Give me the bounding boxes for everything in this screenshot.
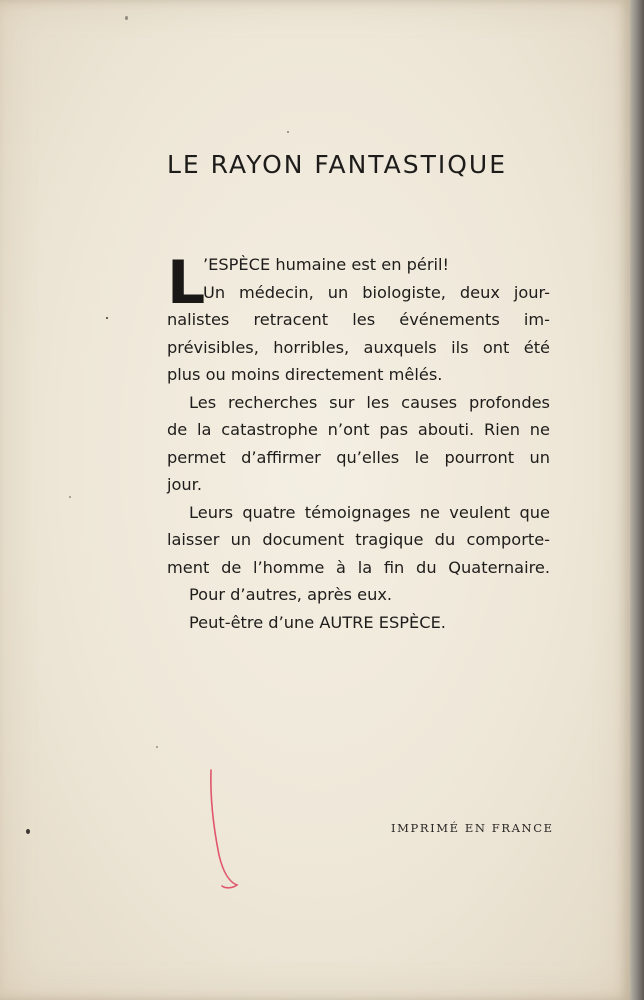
text-line: laisser un document tragique du comporte-	[167, 530, 550, 549]
text-line: permet d’affirmer qu’elles le pourront un	[167, 447, 550, 467]
text-line: ment de l’homme à la fin du Quaternaire.	[167, 557, 550, 577]
paper-speck	[106, 317, 108, 319]
text-line: plus ou moins directement mêlés.	[167, 365, 443, 384]
paper-speck	[156, 746, 158, 748]
text-line: nalistes retracent les événements im-	[167, 310, 550, 329]
text-line: jour.	[167, 475, 202, 494]
text-line: de la catastrophe n’ont pas abouti. Rien ne	[167, 420, 550, 439]
paper-speck	[287, 131, 289, 133]
paper-speck	[69, 496, 71, 498]
book-edge	[630, 0, 644, 1000]
series-title: LE RAYON FANTASTIQUE	[167, 150, 508, 179]
text-line: Les recherches sur les causes profondes	[189, 392, 550, 412]
drop-cap-letter: L	[167, 248, 206, 318]
text-line: Peut-être d’une AUTRE ESPÈCE.	[189, 612, 446, 632]
text-line: ’ESPÈCE humaine est en péril!	[203, 255, 450, 274]
printed-in-france-label: IMPRIMÉ EN FRANCE	[391, 821, 554, 835]
text-line: prévisibles, horribles, auxquels ils ont été	[167, 337, 550, 357]
text-line: Un médecin, un biologiste, deux jour-	[203, 282, 550, 302]
paper-speck	[26, 829, 30, 834]
paper-speck	[125, 16, 128, 20]
text-line: Pour d’autres, après eux.	[189, 585, 393, 604]
text-line: Leurs quatre témoignages ne veulent que	[189, 502, 550, 522]
